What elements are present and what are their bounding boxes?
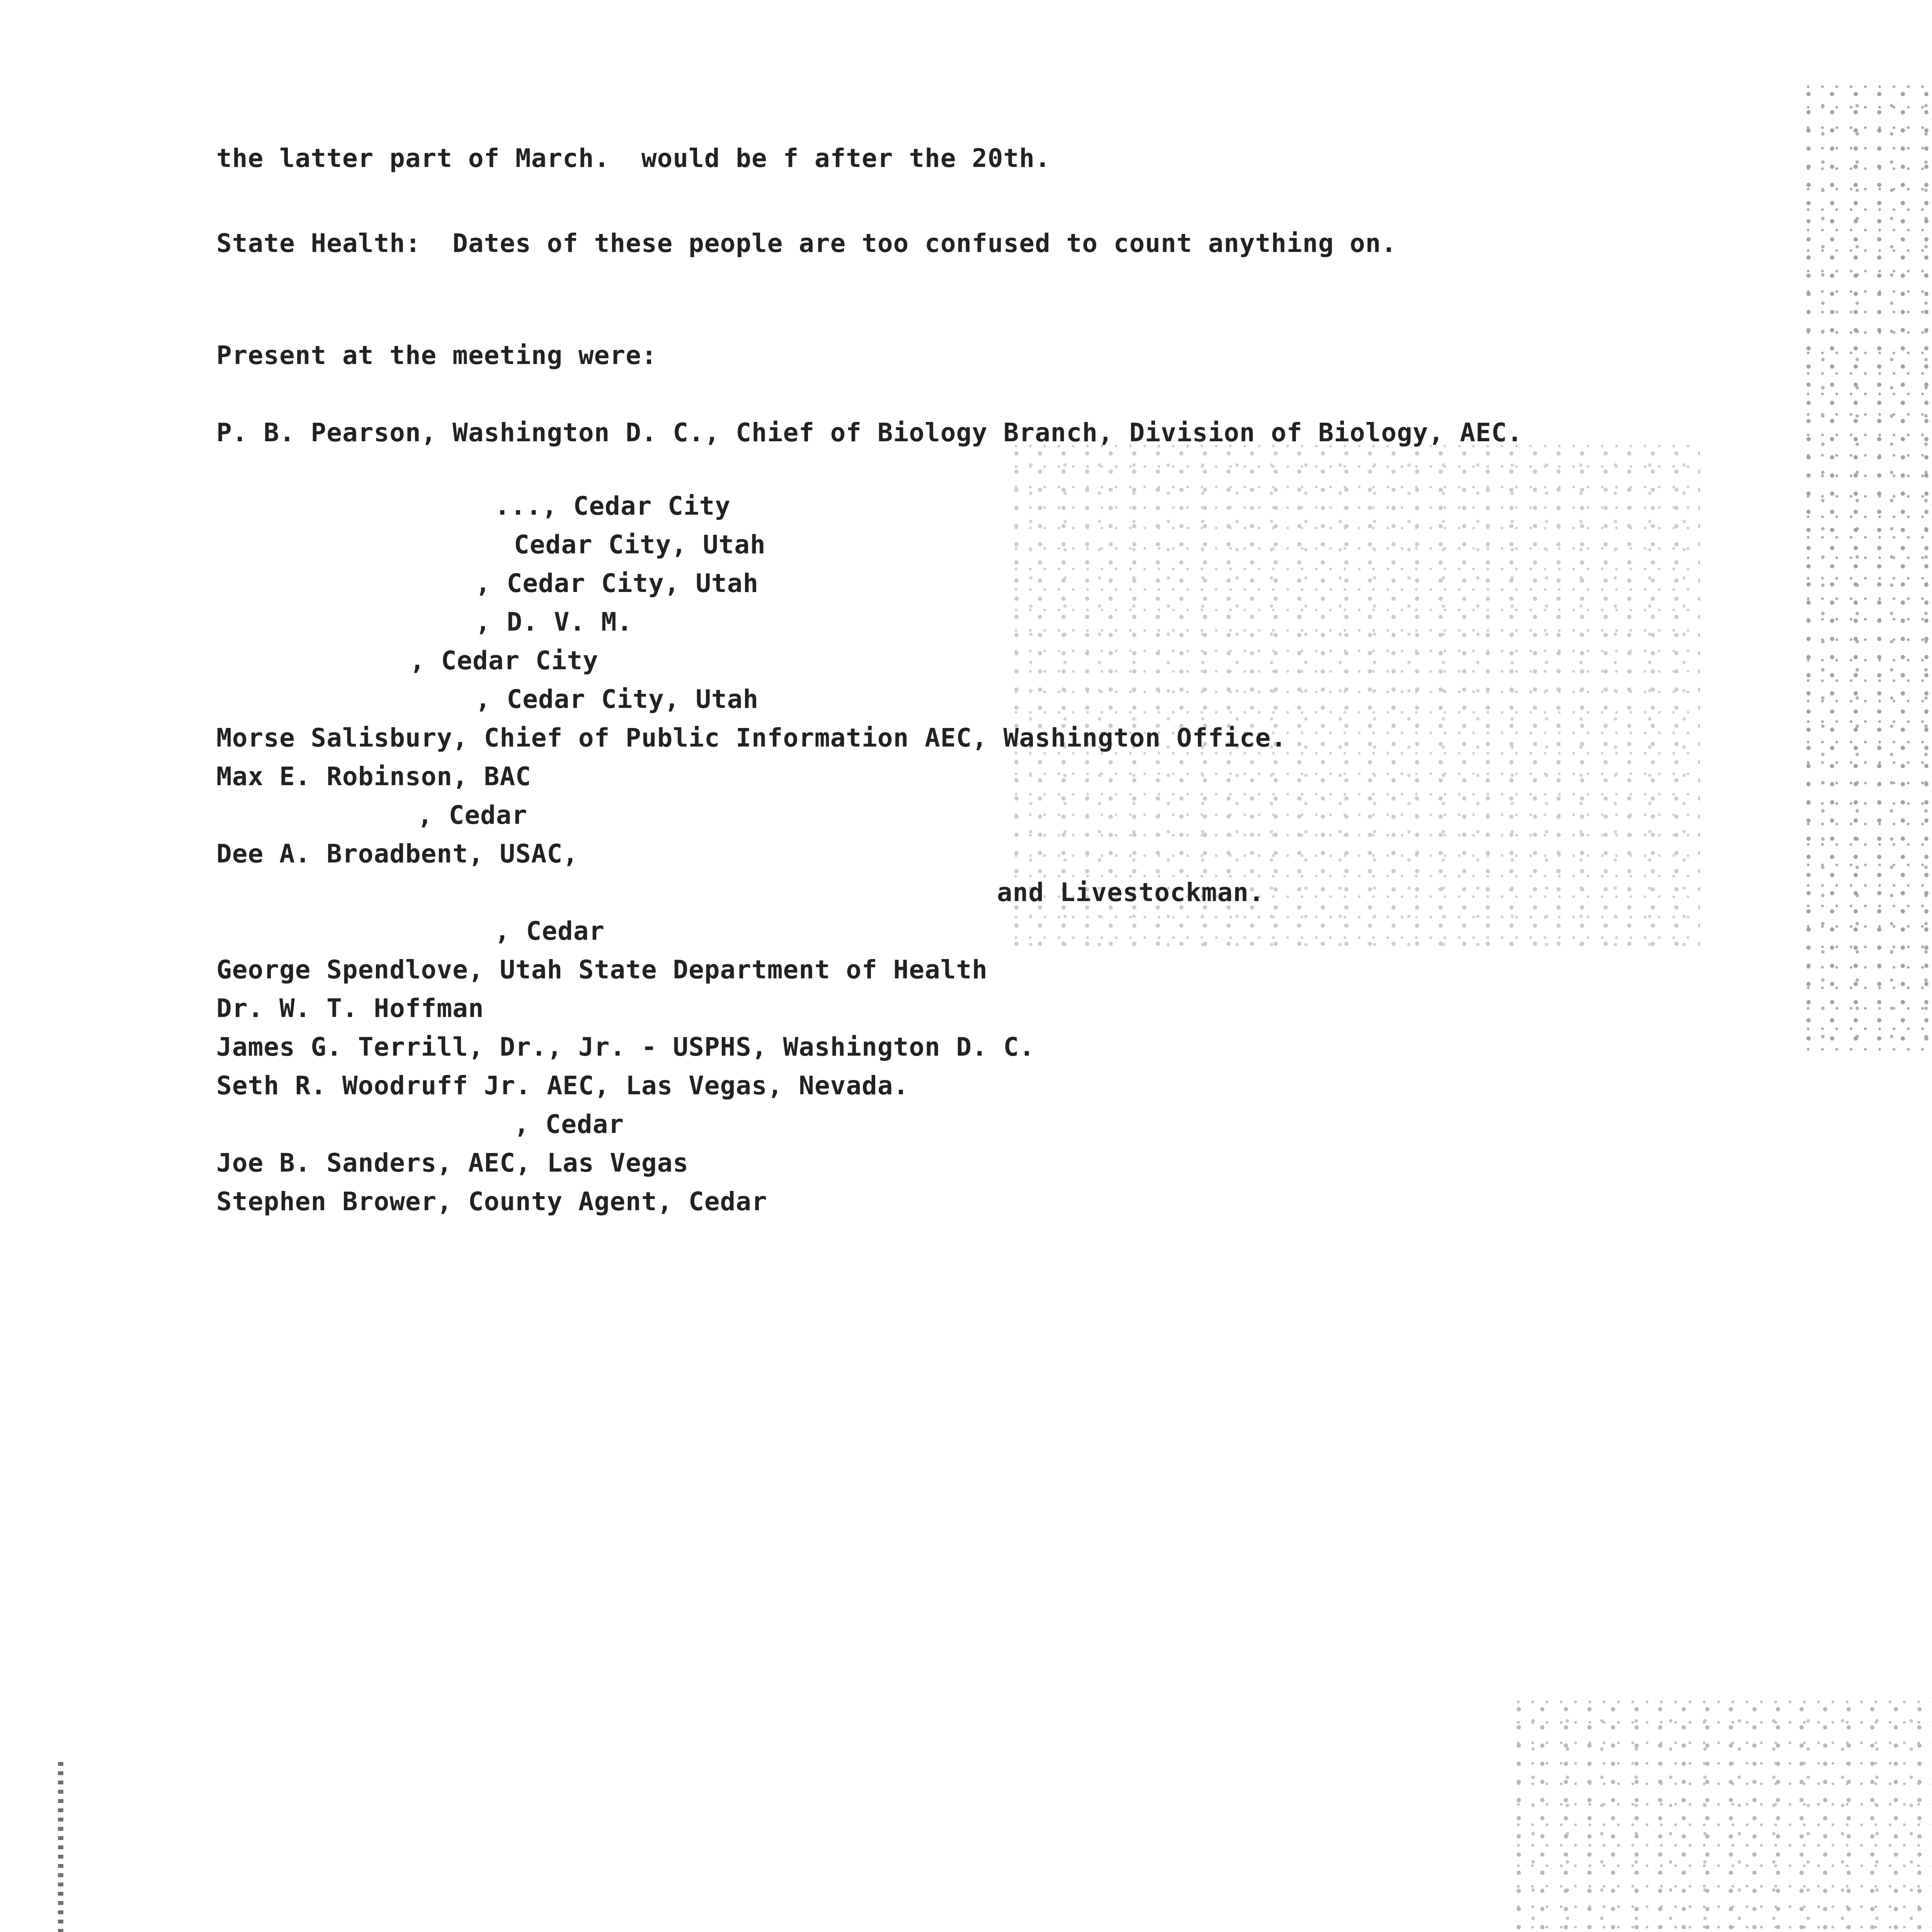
- attendee-7: Morse Salisbury, Chief of Public Information AEC, Washington Office.: [216, 723, 1287, 753]
- text-line-3: Present at the meeting were:: [216, 340, 657, 370]
- text-line-1: the latter part of March. would be f after the 20th.: [216, 143, 1051, 173]
- attendee-6: , Cedar City, Utah: [475, 684, 759, 714]
- attendee-2: Cedar City, Utah: [514, 530, 766, 560]
- left-page-edge: [58, 1762, 63, 1932]
- attendee-19: Stephen Brower, County Agent, Cedar: [216, 1187, 767, 1216]
- text-line-2: State Health: Dates of these people are too confused to count anything on.: [216, 228, 1397, 258]
- attendee-9: , Cedar: [417, 800, 528, 830]
- attendee-16: Seth R. Woodruff Jr. AEC, Las Vegas, Nevada.: [216, 1071, 909, 1100]
- text-line-4: P. B. Pearson, Washington D. C., Chief of Biology Branch, Division of Biology, AEC.: [216, 418, 1523, 447]
- attendee-4: , D. V. M.: [475, 607, 633, 637]
- attendee-13: George Spendlove, Utah State Department of Health: [216, 955, 988, 985]
- scan-noise-center: [1005, 444, 1700, 947]
- attendee-17: , Cedar: [514, 1109, 624, 1139]
- attendee-14: Dr. W. T. Hoffman: [216, 993, 484, 1023]
- attendee-15: James G. Terrill, Dr., Jr. - USPHS, Washington D. C.: [216, 1032, 1035, 1062]
- attendee-5: , Cedar City: [410, 646, 599, 675]
- attendee-3: , Cedar City, Utah: [475, 568, 759, 598]
- attendee-8: Max E. Robinson, BAC: [216, 762, 531, 791]
- attendee-11: and Livestockman.: [997, 878, 1265, 907]
- attendee-12: , Cedar: [495, 916, 605, 946]
- attendee-1: ..., Cedar City: [495, 491, 731, 521]
- attendee-18: Joe B. Sanders, AEC, Las Vegas: [216, 1148, 689, 1178]
- scan-noise-right-top: [1797, 85, 1932, 1051]
- scan-noise-bottom-right: [1507, 1700, 1932, 1932]
- attendee-10: Dee A. Broadbent, USAC,: [216, 839, 578, 869]
